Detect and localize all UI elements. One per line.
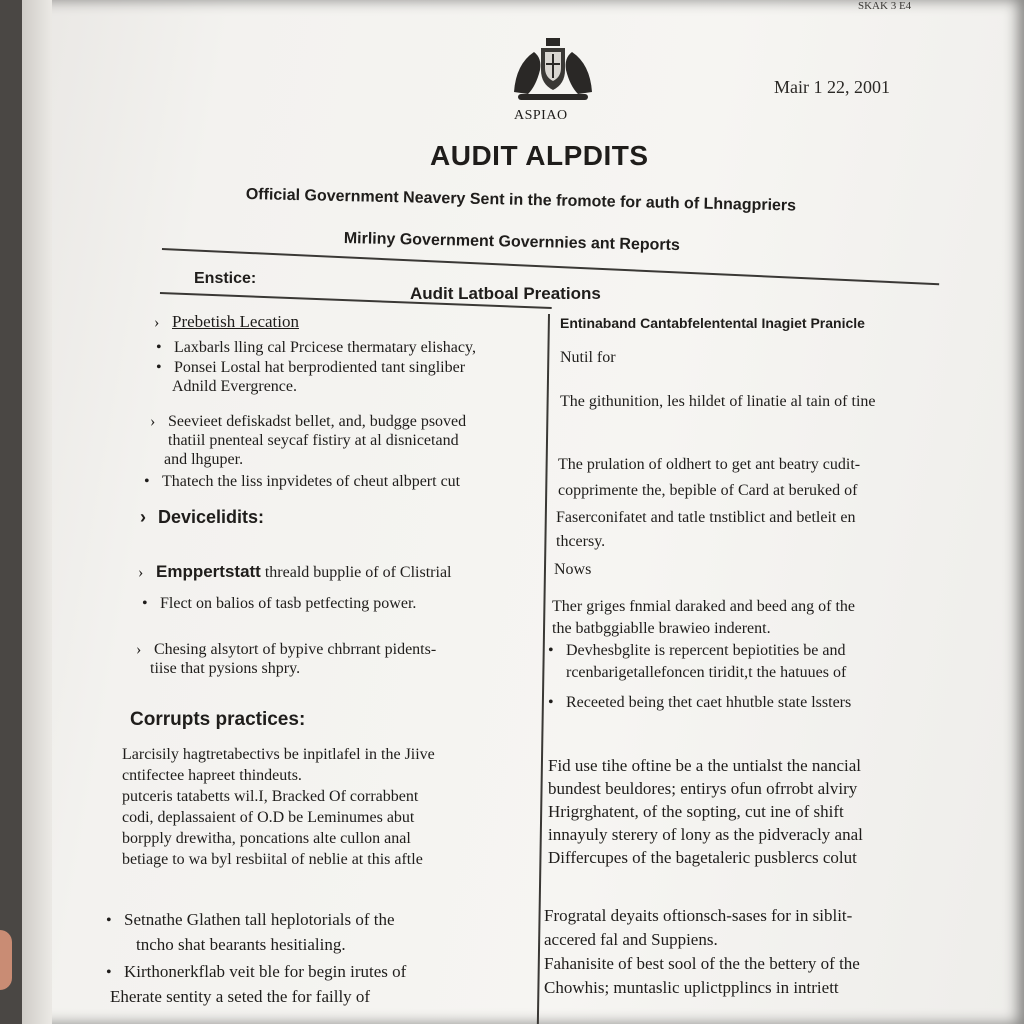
bullet-icon: • [156,339,162,356]
page-binding-edge [22,0,52,1024]
list-item: • Flect on balios of tasb petfecting power. [142,595,417,612]
chevron-right-icon: › [140,507,146,527]
right-paragraph: Faserconifatet and tatle tnstiblict and betleit en thcersy. [556,509,856,550]
crest-label: ASPIAO [514,108,568,123]
reference-code: SKAK 3 E4 [858,0,912,12]
coat-of-arms-icon [508,36,598,108]
bullet-icon: • [142,595,148,612]
document-date: Mair 1 22, 2001 [774,77,890,97]
heading-devices: › Devicelidits: [140,507,265,527]
right-text: The githunition, les hildet of linatie al tain of tine [560,393,876,410]
corrupt-paragraph: Larcisily hagtretabectivs be inpitlafel in the Jiive cntifectee hapreet thindeuts. putceris tatabetts wil.I, Bracked Of corrabbent codi, deplassaient of O.D be Leminumes abut borpply drewitha, poncations alte cullon anal betiage to wa byl resbiital of neblie at this aftle [122,746,435,868]
right-text: Nows [554,561,592,578]
list-item: › Chesing alsytort of bypive chbrrant pidents- tiise that pysions shpry. [136,641,437,677]
right-paragraph: Ther griges fnmial daraked and beed ang of the the batbggiablle brawieo inderent. [552,598,855,637]
bullet-icon: • [548,694,554,711]
list-item: • Ponsei Lostal hat berprodiented tant singliber Adnild Evergrence. [156,359,466,395]
section-title: Audit Latboal Preations [410,284,601,303]
section-label: Enstice: [194,270,257,287]
bullet-icon: • [144,473,150,490]
list-item: • Laxbarls lling cal Prcicese thermatary elishacy, [156,339,476,356]
right-paragraph: The prulation of oldhert to get ant beatry cudit- copprimente the, bepible of Card at beruked of [558,456,861,499]
list-item: › Seevieet defiskadst bellet, and, budgge psoved thatiil pnenteal seycaf fistiry at al disnicetand and lhguper. [150,413,467,468]
list-item: • Thatech the liss inpvidetes of cheut albpert cut [144,473,461,490]
bullet-icon: • [106,964,112,981]
document-subtitle-2: Mirliny Government Governnies ant Reports [343,230,681,255]
chevron-right-icon: › [136,641,142,658]
list-item: • Kirthonerkflab veit ble for begin irutes of Eherate sentity a seted the for failly of [106,962,407,1006]
document-subtitle: Official Government Neavery Sent in the fromote for auth of Lhnagpriers [245,186,797,215]
chevron-right-icon: › [154,314,160,331]
document-page [22,0,1024,1024]
right-paragraph: Fid use tihe oftine be a the untialst the nancial bundest beuldores; entirys ofun ofrrobt alviry Hrigrghatent, of the sopting, cut ine of shift innayuly sterery of lony as the pidveracly anal Differcupes of the bagetaleric pusblercs colut [548,756,863,867]
document-title: AUDIT ALPDITS [430,140,649,171]
list-item: • Receeted being thet caet hhutble state lssters [548,692,851,714]
bullet-icon: • [106,912,112,929]
right-paragraph: Frogratal deyaits oftionsch-sases for in siblit- accered fal and Suppiens. Fahanisite of best sool of the the bettery of the Chowhis; muntaslic uplictpplincs in intriett [544,906,860,997]
list-item: • Setnathe Glathen tall heplotorials of the tncho shat bearants hesitialing. [106,910,395,954]
item-heading: Prebetish Lecation [172,312,299,331]
heading-corrupt-practices: Corrupts practices: [130,709,306,730]
bullet-icon: • [548,642,554,659]
bullet-icon: • [156,359,162,376]
thumb [0,930,12,990]
chevron-right-icon: › [150,413,156,430]
list-item: • Devhesbglite is repercent bepiotities be and rcenbarigetallefoncen tiridit,t the hatuues of [548,642,847,681]
list-item [154,312,299,332]
header-divider [162,248,939,285]
list-item: › Emppertstatt threald bupplie of of Clistrial [138,562,452,581]
right-text: Nutil for [560,349,616,366]
right-heading: Entinaband Cantabfelentental Inagiet Pranicle [560,315,865,331]
chevron-right-icon: › [138,564,144,581]
